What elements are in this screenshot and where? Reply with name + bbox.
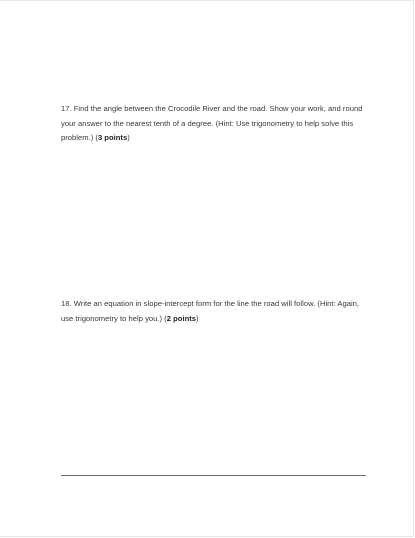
question-18 xyxy=(61,297,366,326)
answer-rule-line xyxy=(61,475,366,476)
question-17-text: 17. Find the angle between the Crocodile River and the road. Show your work, and round your answer to the nearest tenth of a degree. (Hint: Use trigonometry to help solve this problem.) ( xyxy=(61,104,363,142)
question-17-close: ) xyxy=(127,133,130,142)
question-18-points: 2 points xyxy=(166,313,197,323)
question-18-text: 18. Write an equation in slope-intercept form for the line the road will follow. (Hint: Again, use trigonometry to help you.) ( xyxy=(61,299,360,323)
question-17 xyxy=(61,102,366,146)
question-18-close: ) xyxy=(196,313,199,323)
question-17-points: 3 points xyxy=(97,133,128,142)
